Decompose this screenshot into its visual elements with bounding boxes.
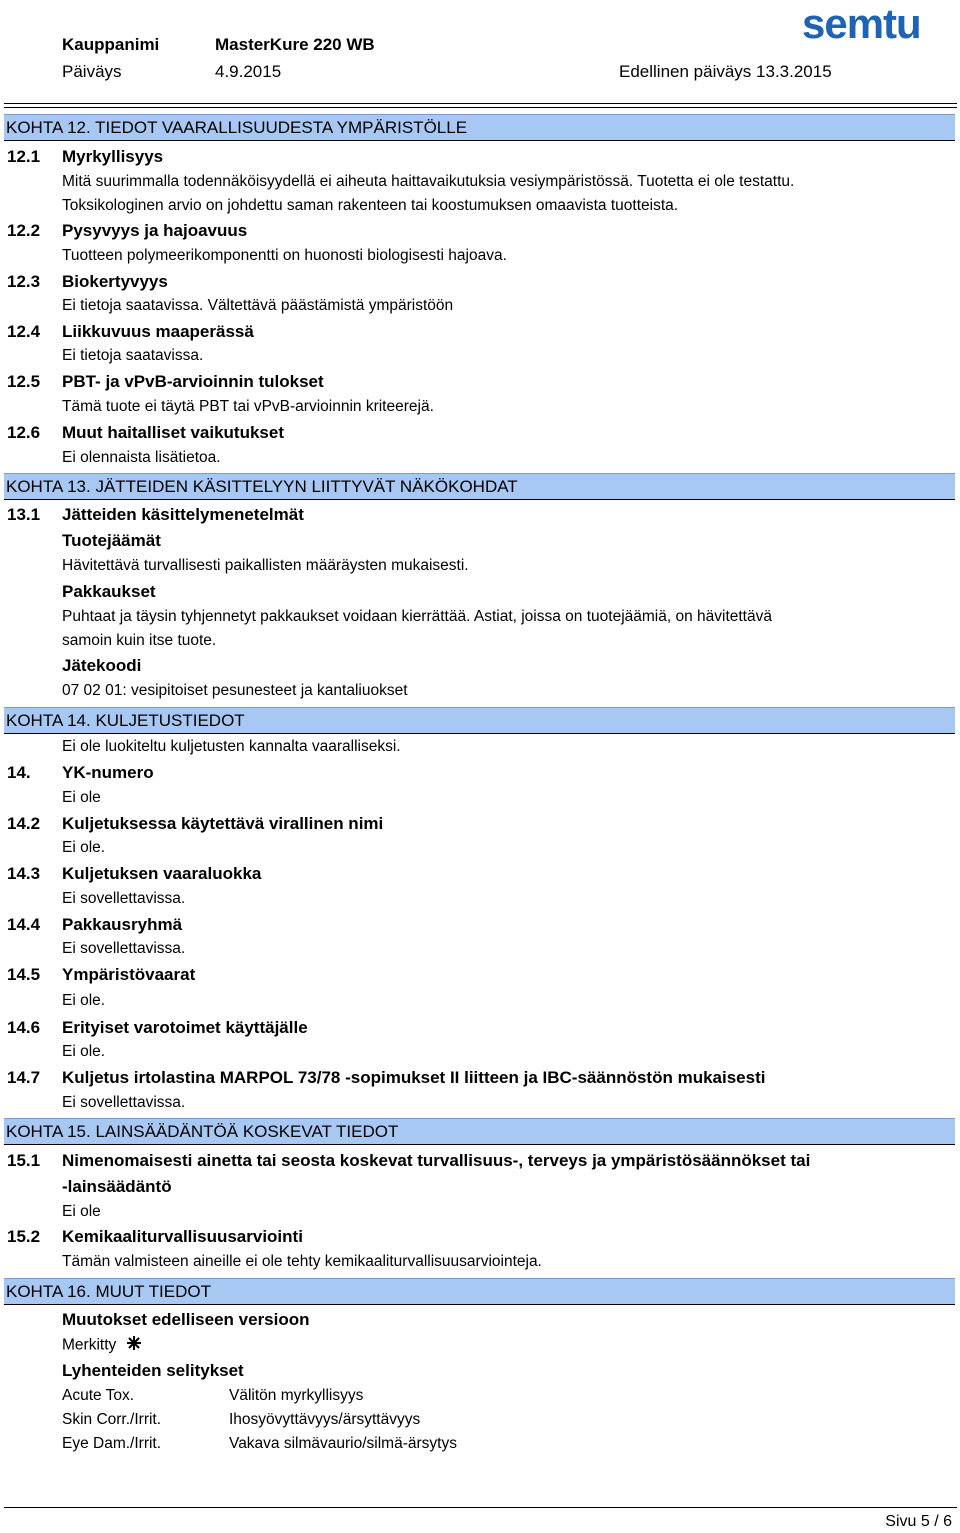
footer-divider [4,1507,957,1508]
abbr-key: Skin Corr./Irrit. [62,1411,162,1428]
heading-number: 14.2 [7,814,41,833]
heading-waste-methods: Jätteiden käsittelymenetelmät [62,505,304,524]
heading-number: 12.4 [7,322,41,341]
paragraph: Ei ole [62,1203,101,1220]
header-divider-2 [4,107,957,108]
heading-packing-group: Pakkausryhmä [62,915,183,934]
section-13-bar [4,473,955,500]
paragraph: Hävitettävä turvallisesti paikallisten määräysten mukaisesti. [62,557,469,574]
heading-number: 14.3 [7,864,41,883]
paragraph: Toksikologinen arvio on johdettu saman rakenteen tai koostumuksen omaavista tuotteista. [62,197,679,214]
marked-label: Merkitty [62,1336,117,1354]
heading-number: 12.3 [7,272,41,291]
paragraph: Tämän valmisteen aineille ei ole tehty kemikaaliturvallisuusarviointeja. [62,1253,542,1270]
abbr-key: Eye Dam./Irrit. [62,1435,162,1452]
paragraph: Puhtaat ja täysin tyhjennetyt pakkaukset voidaan kierrättää. Astiat, joissa on tuotejäämiä, on hävitettävä [62,608,772,625]
heading-shipping-name: Kuljetuksessa käytettävä virallinen nimi [62,814,384,833]
heading-other-effects: Muut haitalliset vaikutukset [62,423,284,442]
heading-number: 14.6 [7,1018,41,1037]
heading-number: 14. [7,763,31,782]
paragraph: Ei ole [62,789,101,806]
date-label: Päiväys [62,62,122,81]
heading-number: 12.1 [7,147,41,166]
section-12-title: KOHTA 12. TIEDOT VAARALLISUUDESTA YMPÄRISTÖLLE [6,118,468,137]
marked-text [62,1336,141,1355]
heading-number: 14.5 [7,965,41,984]
heading-bulk-transport: Kuljetus irtolastina MARPOL 73/78 -sopimukset II liitteen ja IBC-säännöstön mukaisesti [62,1068,766,1087]
subheading-changes: Muutokset edelliseen versioon [62,1310,310,1329]
heading-regulations-cont: -lainsäädäntö [62,1177,172,1196]
paragraph: 07 02 01: vesipitoiset pesunesteet ja kantaliuokset [62,682,408,699]
paragraph: Mitä suurimmalla todennäköisyydellä ei aiheuta haittavaikutuksia vesiympäristössä. Tuotetta ei ole testattu. [62,173,795,190]
paragraph: Ei tietoja saatavissa. [62,347,204,364]
heading-number: 12.5 [7,372,41,391]
heading-number: 14.4 [7,915,41,934]
abbr-value: Ihosyövyttävyys/ärsyttävyys [229,1411,421,1428]
paragraph: Tuotteen polymeerikomponentti on huonosti biologisesti hajoava. [62,247,507,264]
subheading-waste-code: Jätekoodi [62,656,142,675]
section-16-bar [4,1278,955,1305]
abbr-value: Vakava silmävaurio/silmä-ärsytys [229,1435,457,1452]
heading-regulations: Nimenomaisesti ainetta tai seosta koskevat turvallisuus-, terveys ja ympäristösäännökset tai [62,1151,811,1170]
paragraph: Ei sovellettavissa. [62,1094,186,1111]
heading-env-hazards: Ympäristövaarat [62,965,196,984]
paragraph: Tämä tuote ei täytä PBT tai vPvB-arvioinnin kriteerejä. [62,398,434,415]
section-14-title: KOHTA 14. KULJETUSTIEDOT [6,711,245,730]
heading-persistence: Pysyvyys ja hajoavuus [62,221,248,240]
page-number: Sivu 5 / 6 [885,1513,952,1530]
subheading-residues: Tuotejäämät [62,531,161,550]
previous-date: Edellinen päiväys 13.3.2015 [619,62,832,81]
paragraph: Ei olennaista lisätietoa. [62,449,221,466]
heading-number: 15.1 [7,1151,41,1170]
heading-mobility: Liikkuvuus maaperässä [62,322,254,341]
paragraph: Ei sovellettavissa. [62,890,186,907]
abbr-key: Acute Tox. [62,1387,135,1404]
abbr-value: Välitön myrkyllisyys [229,1387,364,1404]
section-13-title: KOHTA 13. JÄTTEIDEN KÄSITTELYYN LIITTYVÄT NÄKÖKOHDAT [6,477,518,496]
heading-number: 14.7 [7,1068,41,1087]
paragraph: Ei ole. [62,839,106,856]
heading-safety-assessment: Kemikaaliturvallisuusarviointi [62,1227,303,1246]
trade-name-label: Kauppanimi [62,35,160,54]
asterisk-icon [127,1336,141,1355]
section-15-title: KOHTA 15. LAINSÄÄDÄNTÖÄ KOSKEVAT TIEDOT [6,1122,399,1141]
date-value: 4.9.2015 [215,62,282,81]
section-12-bar [4,114,955,141]
heading-pbt: PBT- ja vPvB-arvioinnin tulokset [62,372,324,391]
heading-toxicity: Myrkyllisyys [62,147,164,166]
heading-number: 15.2 [7,1227,41,1246]
section-15-bar [4,1118,955,1145]
section-16-title: KOHTA 16. MUUT TIEDOT [6,1282,211,1301]
semtu-logo: semtu [802,0,921,47]
paragraph: samoin kuin itse tuote. [62,632,217,649]
trade-name-value: MasterKure 220 WB [215,35,375,54]
heading-bioaccumulation: Biokertyvyys [62,272,168,291]
heading-number: 12.6 [7,423,41,442]
paragraph: Ei ole. [62,1043,106,1060]
header-divider [4,103,957,104]
heading-un-number: YK-numero [62,763,154,782]
heading-number: 12.2 [7,221,41,240]
paragraph: Ei ole. [62,992,106,1009]
subheading-abbreviations: Lyhenteiden selitykset [62,1361,244,1380]
section-14-bar [4,707,955,734]
heading-hazard-class: Kuljetuksen vaaraluokka [62,864,262,883]
paragraph: Ei tietoja saatavissa. Vältettävä päästämistä ympäristöön [62,297,454,314]
heading-precautions: Erityiset varotoimet käyttäjälle [62,1018,308,1037]
paragraph: Ei sovellettavissa. [62,940,186,957]
heading-number: 13.1 [7,505,41,524]
subheading-packaging: Pakkaukset [62,582,156,601]
paragraph: Ei ole luokiteltu kuljetusten kannalta vaaralliseksi. [62,738,401,755]
